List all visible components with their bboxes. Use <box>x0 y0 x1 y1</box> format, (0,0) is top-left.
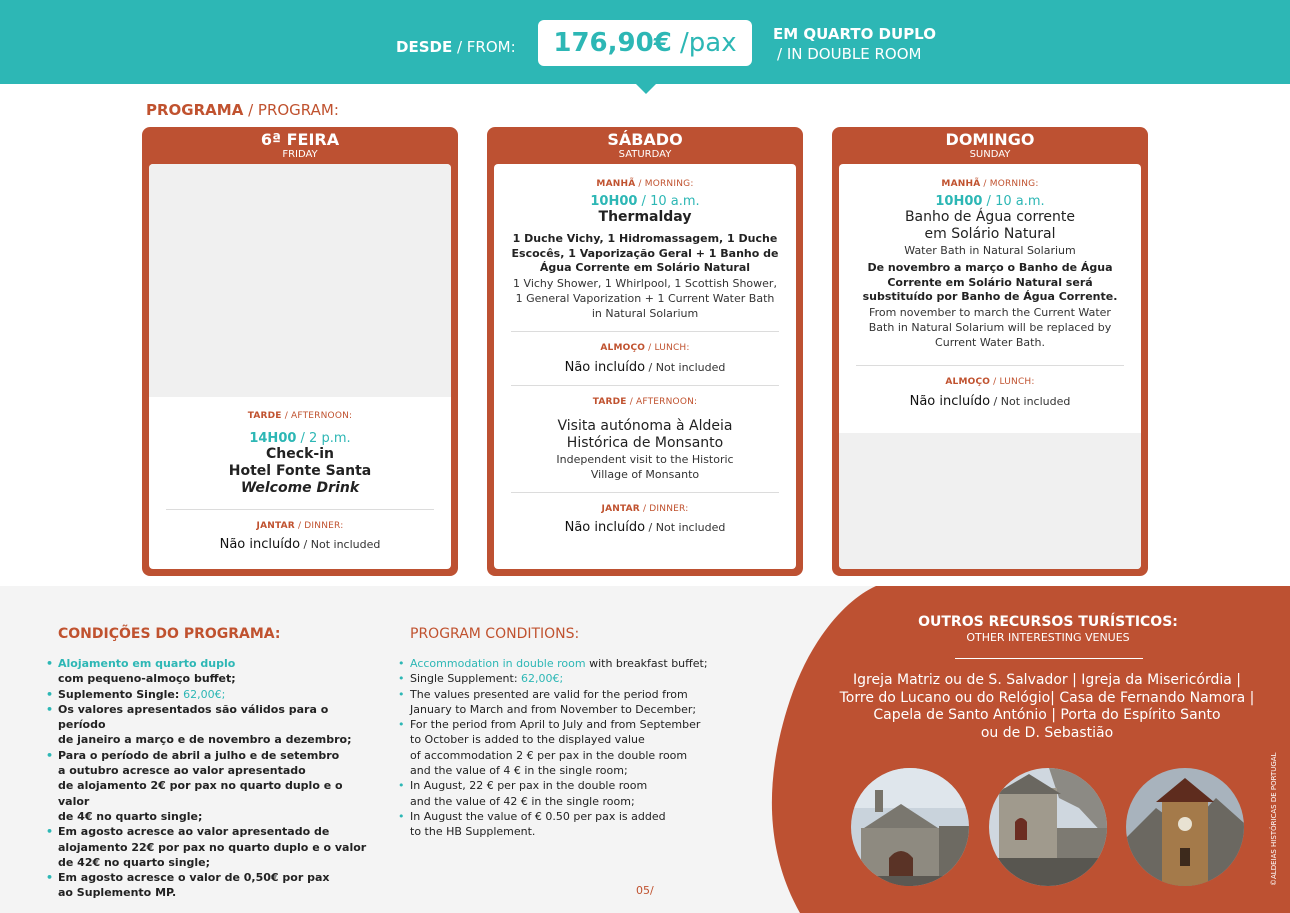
afternoon-time: 14H00 / 2 p.m. <box>249 431 351 446</box>
venues-divider <box>955 658 1143 659</box>
activity-subtitle: Water Bath in Natural Solarium <box>904 244 1076 257</box>
morning-label: MANHÃ / MORNING: <box>941 179 1039 189</box>
activity-title: Check-in <box>266 446 334 462</box>
price-value: 176,90€ <box>553 28 672 58</box>
from-label: DESDE / FROM: <box>396 38 516 56</box>
dinner-label: JANTAR / DINNER: <box>256 521 344 531</box>
welcome-drink: Welcome Drink <box>240 480 360 496</box>
room-type: EM QUARTO DUPLO / IN DOUBLE ROOM <box>773 25 936 63</box>
photo-credit: ©ALDEIAS HISTÓRICAS DE PORTUGAL <box>1270 752 1278 886</box>
lunch-label: ALMOÇO / LUNCH: <box>945 376 1035 387</box>
note-pt: De novembro a março o Banho de Água Corrente em Solário Natural será substituído por Banho de Água Corrente. <box>862 261 1118 303</box>
list-item: • Os valores apresentados são válidos para o período de janeiro a março e de novembro a dezembro; <box>46 702 376 748</box>
day-title: SÁBADO <box>607 130 683 149</box>
treatment-list-en: 1 Vichy Shower, 1 Whirlpool, 1 Scottish Shower, 1 General Vaporization + 1 Current Water Bath in Natural Solarium <box>513 276 777 320</box>
afternoon-label: TARDE / AFTERNOON: <box>592 396 698 407</box>
day-subtitle: FRIDAY <box>282 149 318 160</box>
list-item: • Accommodation in double room with breakfast buffet; <box>398 656 738 671</box>
conditions-title-pt: CONDIÇÕES DO PROGRAMA: <box>58 626 281 642</box>
photo-tower <box>1126 768 1244 886</box>
afternoon-label: TARDE / AFTERNOON: <box>247 411 353 421</box>
note-en: From november to march the Current Water Bath in Natural Solarium will be replaced by Current Water Bath. <box>868 305 1112 349</box>
page-number: 05/ <box>636 884 654 897</box>
lunch-label: ALMOÇO / LUNCH: <box>600 342 690 353</box>
hotel-name: Hotel Fonte Santa <box>228 463 372 479</box>
dinner-status: Não incluído / Not included <box>219 537 381 552</box>
morning-time: 10H00 / 10 a.m. <box>935 194 1045 209</box>
list-item: • Em agosto acresce ao valor apresentado de alojamento 22€ por pax no quarto duplo e o valor de 42€ no quarto single; <box>46 824 376 870</box>
activity-title: Thermalday <box>598 209 692 225</box>
day-subtitle: SUNDAY <box>969 149 1011 160</box>
activity-title: Visita autónoma à Aldeia Histórica de Monsanto <box>557 417 733 451</box>
morning-label: MANHÃ / MORNING: <box>596 179 694 189</box>
dinner-status: Não incluído / Not included <box>564 519 726 535</box>
venues-list: Igreja Matriz ou de S. Salvador | Igreja da Misericórdia | Torre do Lucano ou do Relógio| Casa de Fernando Namora | Capela de Santo António | Porta do Espírito Santo ou de D. Sebastião <box>839 672 1255 741</box>
list-item: • Em agosto acresce o valor de 0,50€ por pax ao Suplemento MP. <box>46 870 376 901</box>
treatment-list-pt: 1 Duche Vichy, 1 Hidromassagem, 1 Duche Escocês, 1 Vaporização Geral + 1 Banho de Água Corrente em Solário Natural <box>511 232 779 274</box>
activity-desc-en: Independent visit to the Historic Village of Monsanto <box>556 452 734 481</box>
list-item: • Para o período de abril a julho e de setembro a outubro acresce ao valor apresentado de alojamento 2€ por pax no quarto duplo e o valor de 4€ no quarto single; <box>46 748 376 824</box>
list-item: • The values presented are valid for the period from January to March and from November to December; <box>398 687 738 718</box>
photo-church <box>851 768 969 886</box>
day-title: DOMINGO <box>945 130 1035 149</box>
list-item: • In August, 22 € per pax in the double room and the value of 42 € in the single room; <box>398 778 738 809</box>
venues-heading: OUTROS RECURSOS TURÍSTICOS: OTHER INTERESTING VENUES <box>918 614 1178 644</box>
dinner-label: JANTAR / DINNER: <box>601 503 689 514</box>
list-item: • Single Supplement: 62,00€; <box>398 671 738 686</box>
lunch-status: Não incluído / Not included <box>909 393 1071 409</box>
list-item: • For the period from April to July and from September to October is added to the displayed value of accommodation 2 € per pax in the double room and the value of 4 € in the single room; <box>398 717 738 778</box>
day-title: 6ª FEIRA <box>260 130 340 149</box>
conditions-list-pt <box>46 656 376 901</box>
morning-time: 10H00 / 10 a.m. <box>590 194 700 209</box>
price-unit: /pax <box>671 28 737 58</box>
conditions-list-en <box>398 656 738 840</box>
program-heading: PROGRAMA / PROGRAM: <box>146 101 339 119</box>
day-subtitle: SATURDAY <box>618 149 672 160</box>
activity-title: Banho de Água corrente em Solário Natural <box>904 209 1076 242</box>
list-item: • Suplemento Single: 62,00€; <box>46 687 376 702</box>
conditions-title-en: PROGRAM CONDITIONS: <box>410 626 580 642</box>
photo-village <box>989 768 1107 886</box>
list-item: • In August the value of € 0.50 per pax is added to the HB Supplement. <box>398 809 738 840</box>
list-item: • Alojamento em quarto duplo com pequeno-almoço buffet; <box>46 656 376 687</box>
lunch-status: Não incluído / Not included <box>564 359 726 375</box>
